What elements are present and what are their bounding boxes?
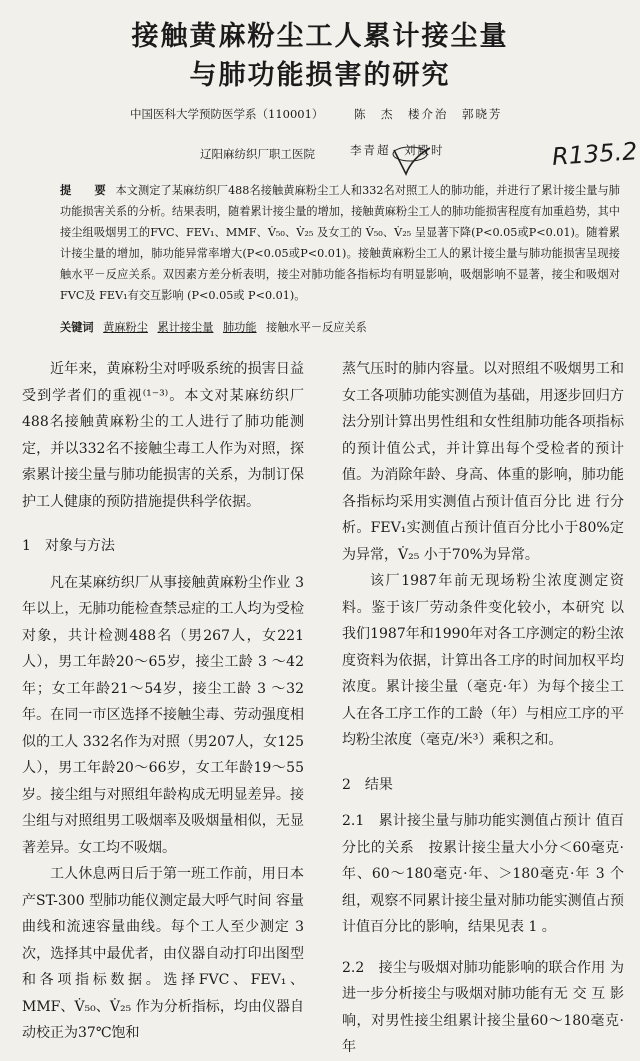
keywords-label: 关键词 bbox=[60, 320, 94, 334]
keywords bbox=[60, 318, 620, 337]
author-names-1: 陈 杰 楼介治 郭晓芳 bbox=[354, 107, 503, 121]
abstract-text: 本文测定了某麻纺织厂488名接触黄麻粉尘工人和332名对照工人的肺功能，并进行了累计接尘量与肺功能损害关系的分析。结果表明，随着累计接尘量的增加，接触黄麻粉尘工人的肺功能损害程度有加重趋势，其中接尘组吸烟男工的FVC、FEV₁、MMF、V̇₅₀、V̇₂₅ 及女工的 V̇₅₀、V̇₂₅ 呈显著下降(P<0.05或P<0.01)。随着累计接尘量的增加，肺功能异常率增大(P<0.05或P<0.01)。接触黄麻粉尘工人的累计接尘量与肺功能损害呈现接触水平－反应关系。双因素方差分析表明，接尘对肺功能各指标均有明显影响，吸烟影响不显著，接尘和吸烟对 FVC及 FEV₁有交互影响 (P<0.05或 P<0.01)。 bbox=[60, 184, 620, 302]
paper-title-line1: 接触黄麻粉尘工人累计接尘量 bbox=[131, 21, 509, 52]
section-heading-results: 2 结果 bbox=[342, 776, 393, 793]
handwritten-check-icon bbox=[392, 146, 432, 176]
methods-continued-paragraph: 蒸气压时的肺内容量。以对照组不吸烟男工和女工各项肺功能实测值为基础，用逐步回归方法分别计算出男性组和女性组肺功能各项指标的预计值公式，并计算出每个受检者的预计值。为消除年龄、身高、体重的影响，肺功能各指标均采用实测值占预计值百分比 进 行分析。FEV₁实测值占预计值百分比小于80%定为异常，V̇₂₅ 小于70%为异常。 bbox=[342, 361, 624, 563]
keyword-item: 黄麻粉尘 bbox=[103, 321, 148, 334]
author-names-2: 李青超 刘殿时 bbox=[350, 143, 445, 157]
intro-paragraph: 近年来，黄麻粉尘对呼吸系统的损害日益受到学者们的重视⁽¹⁻³⁾。本文对某麻纺织厂488名接触黄麻粉尘的工人进行了肺功能测定，并以332名不接触尘毒工人作为对照，探索累计接尘量与肺功能损害的关系，为制订保护工人健康的预防措施提供科学依据。 bbox=[22, 361, 304, 510]
results-subsection-2-2: 2.2 接尘与吸烟对肺功能影响的联合作用 为进一步分析接尘与吸烟对肺功能有无 交 互 影响，对男性接尘组累计接尘量60～180毫克·年 bbox=[342, 959, 624, 1055]
keyword-item: 肺功能 bbox=[222, 321, 257, 334]
keyword-item: 累计接尘量 bbox=[157, 321, 214, 334]
methods-subjects-paragraph: 凡在某麻纺织厂从事接触黄麻粉尘作业 3 年以上，无肺功能检查禁忌症的工人均为受检对象，共计检测488名（男267人，女221人），男工年龄20～65岁，接尘工龄 3 ～42年；女工年龄21～54岁，接尘工龄 3 ～32年。在同一市区选择不接触尘毒、劳动强度相似的工人 332名作为对照（男207人，女125人），男工年龄20～66岁，女工年龄19～55岁。接尘组与对照组年龄构成无明显差异。接尘组与对照组男工吸烟率及吸烟量相似，无显著差异。女工均不吸烟。 bbox=[22, 574, 304, 856]
right-column bbox=[342, 356, 624, 1061]
affiliation-1: 中国医科大学预防医学系（110001） bbox=[130, 107, 324, 121]
results-subsection-2-1: 2.1 累计接尘量与肺功能实测值占预计 值百分比的关系 按累计接尘量大小分＜60毫克·年、60～180毫克·年、＞180毫克·年 3 个组，观察不同累计接尘量对肺功能实测值占预计值百分比的影响，结果见表 1 。 bbox=[342, 813, 624, 935]
section-heading-methods: 1 对象与方法 bbox=[22, 538, 115, 554]
methods-measurement-paragraph: 工人休息两日后于第一班工作前，用日本产ST-300 型肺功能仪测定最大呼气时间 容量曲线和流速容量曲线。每个工人至少测定 3 次，选择其中最优者，由仪器自动打印出图型和各项指标数据。选择FVC、FEV₁、MMF、V̇₅₀、V̇₂₅ 作为分析指标，均由仪器自动校正为37℃饱和 bbox=[22, 866, 304, 1041]
paper-title-line2: 与肺功能损害的研究 bbox=[189, 60, 451, 91]
left-column bbox=[22, 356, 304, 1047]
dust-concentration-paragraph: 该厂1987年前无现场粉尘浓度测定资料。鉴于该厂劳动条件变化较小，本研究 以 我们1987年和1990年对各工序测定的粉尘浓度资料为依据，计算出各工序的时间加权平均浓度。累计接尘量（毫克·年）为每个接尘工人在各工序工作的工龄（年）与相应工序的平均粉尘浓度（毫克/米³）乘积之和。 bbox=[342, 573, 624, 748]
affiliation-2: 辽阳麻纺织厂职工医院 bbox=[200, 147, 315, 161]
abstract bbox=[60, 180, 620, 306]
keyword-item: 接触水平－反应关系 bbox=[266, 321, 367, 334]
abstract-label: 提 要 bbox=[60, 183, 112, 197]
handwritten-classification-note: R135.2 bbox=[551, 137, 639, 171]
